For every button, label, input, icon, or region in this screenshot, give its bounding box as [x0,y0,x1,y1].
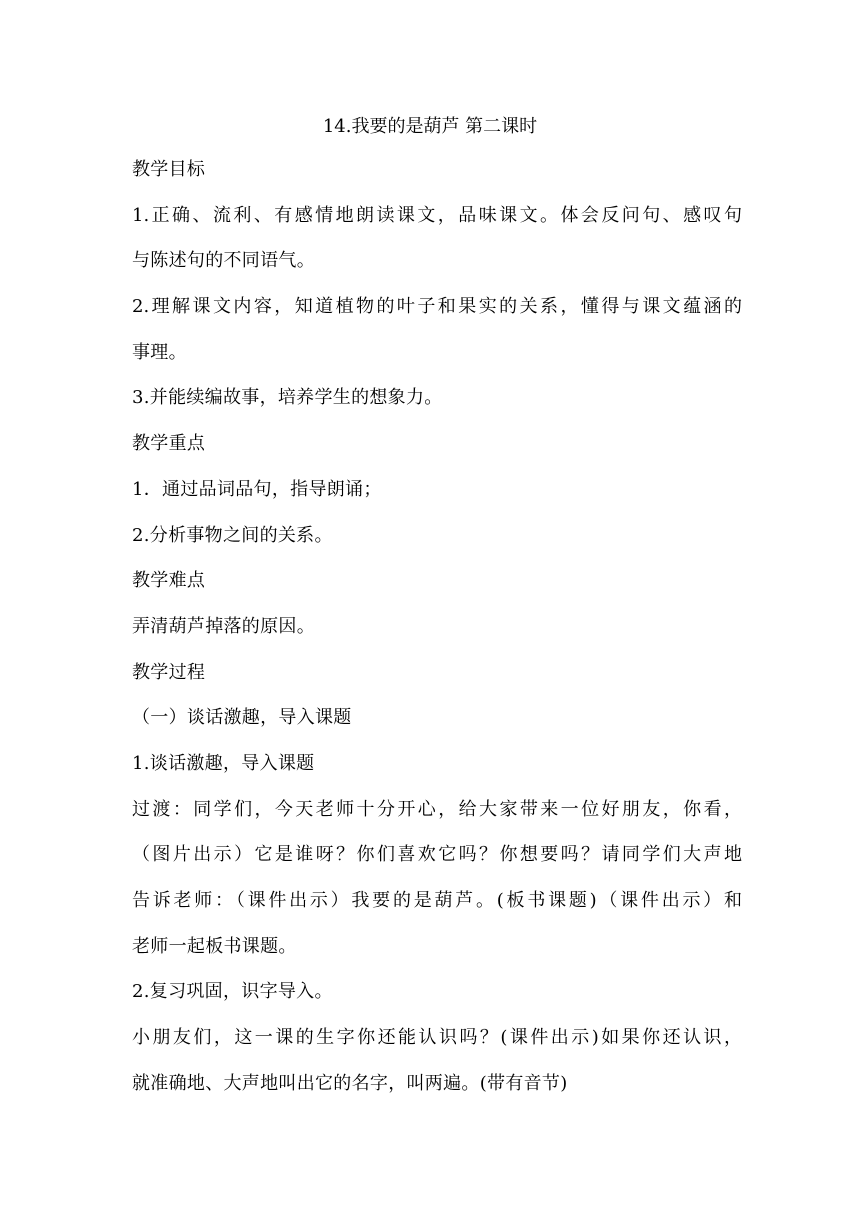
paragraph-line: 弄清葫芦掉落的原因。 [132,615,315,637]
section-heading-process: 教学过程 [132,661,206,683]
paragraph-line: 告诉老师：（课件出示）我要的是葫芦。(板书课题)（课件出示）和 [132,890,742,911]
paragraph-line: 3.并能续编故事，培养学生的想象力。 [132,387,443,409]
paragraph-line: 事理。 [132,341,187,363]
paragraph-line: 过渡：同学们，今天老师十分开心，给大家带来一位好朋友，你看， [132,798,742,820]
paragraph-line: 老师一起板书课题。 [132,935,297,957]
section-heading-key-points: 教学重点 [132,433,206,455]
section-heading-difficulties: 教学难点 [132,570,206,592]
subsection-heading: （一）谈话激趣，导入课题 [132,707,352,729]
paragraph-line: 小朋友们，这一课的生字你还能认识吗？(课件出示)如果你还认识， [132,1027,742,1049]
paragraph-line: 就准确地、大声地叫出它的名字，叫两遍。(带有音节) [132,1072,568,1094]
paragraph-line: 1．通过品词品句，指导朗诵； [132,478,382,500]
paragraph-line: 与陈述句的不同语气。 [132,250,315,272]
document-body [132,158,742,1117]
paragraph-line: 2.复习巩固，识字导入。 [132,981,333,1003]
paragraph-line: （图片出示）它是谁呀？你们喜欢它吗？你想要吗？请同学们大声地 [132,844,742,866]
section-heading-objectives: 教学目标 [132,159,206,180]
paragraph-line: 1.正确、流利、有感情地朗读课文，品味课文。体会反问句、感叹句 [132,204,742,226]
document-title: 14.我要的是葫芦 第二课时 [322,116,538,137]
paragraph-line: 2.分析事物之间的关系。 [132,524,333,546]
paragraph-line: 2.理解课文内容，知道植物的叶子和果实的关系，懂得与课文蕴涵的 [132,296,742,318]
paragraph-line: 1.谈话激趣，导入课题 [132,752,315,774]
